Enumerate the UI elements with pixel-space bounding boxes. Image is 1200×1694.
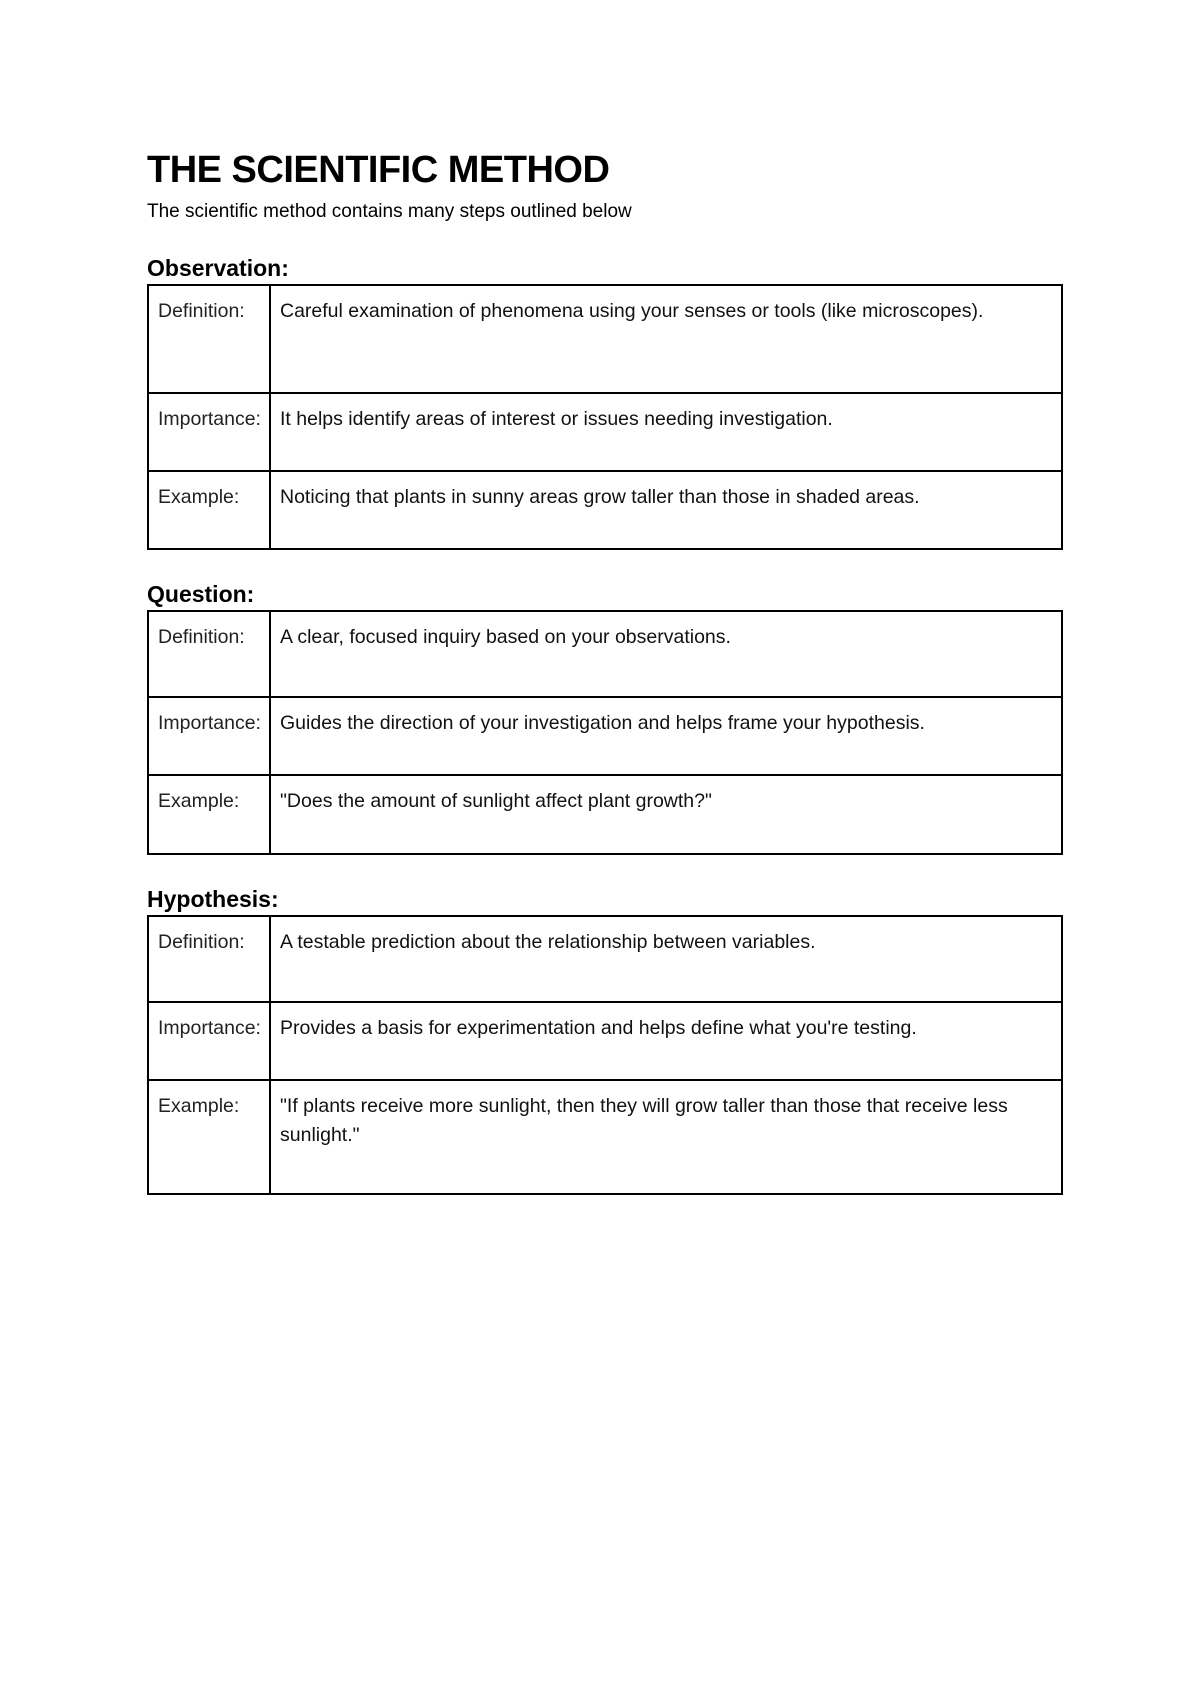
document-page: [147, 148, 1063, 1195]
row-label: Importance:: [148, 1002, 270, 1080]
row-label: Definition:: [148, 916, 270, 1002]
table-row: [148, 916, 1062, 1002]
table-row: [148, 471, 1062, 549]
row-value: "Does the amount of sunlight affect plant growth?": [270, 775, 1062, 854]
document-title: THE SCIENTIFIC METHOD: [147, 149, 610, 191]
table-row: [148, 611, 1062, 697]
row-label: Definition:: [148, 611, 270, 697]
question-table: [147, 610, 1063, 855]
section-heading: Hypothesis:: [147, 886, 279, 912]
row-value: Careful examination of phenomena using your senses or tools (like microscopes).: [270, 285, 1062, 393]
row-value: Guides the direction of your investigation and helps frame your hypothesis.: [270, 697, 1062, 775]
row-label: Example:: [148, 471, 270, 549]
row-value: A testable prediction about the relationship between variables.: [270, 916, 1062, 1002]
row-value: A clear, focused inquiry based on your observations.: [270, 611, 1062, 697]
section-heading: Observation:: [147, 255, 289, 281]
hypothesis-table: [147, 915, 1063, 1195]
table-row: [148, 697, 1062, 775]
document-subtitle: The scientific method contains many steps outlined below: [147, 201, 632, 222]
table-row: [148, 393, 1062, 471]
row-value: "If plants receive more sunlight, then they will grow taller than those that receive less sunlight.": [270, 1080, 1062, 1194]
row-label: Example:: [148, 775, 270, 854]
row-label: Example:: [148, 1080, 270, 1194]
section-question: [147, 580, 1063, 855]
row-value: Noticing that plants in sunny areas grow taller than those in shaded areas.: [270, 471, 1062, 549]
table-row: [148, 775, 1062, 854]
row-value: Provides a basis for experimentation and helps define what you're testing.: [270, 1002, 1062, 1080]
row-value: It helps identify areas of interest or issues needing investigation.: [270, 393, 1062, 471]
table-row: [148, 1002, 1062, 1080]
section-observation: [147, 254, 1063, 550]
table-row: [148, 285, 1062, 393]
row-label: Definition:: [148, 285, 270, 393]
section-heading: Question:: [147, 581, 255, 607]
section-hypothesis: [147, 885, 1063, 1195]
row-label: Importance:: [148, 393, 270, 471]
table-row: [148, 1080, 1062, 1194]
row-label: Importance:: [148, 697, 270, 775]
observation-table: [147, 284, 1063, 550]
